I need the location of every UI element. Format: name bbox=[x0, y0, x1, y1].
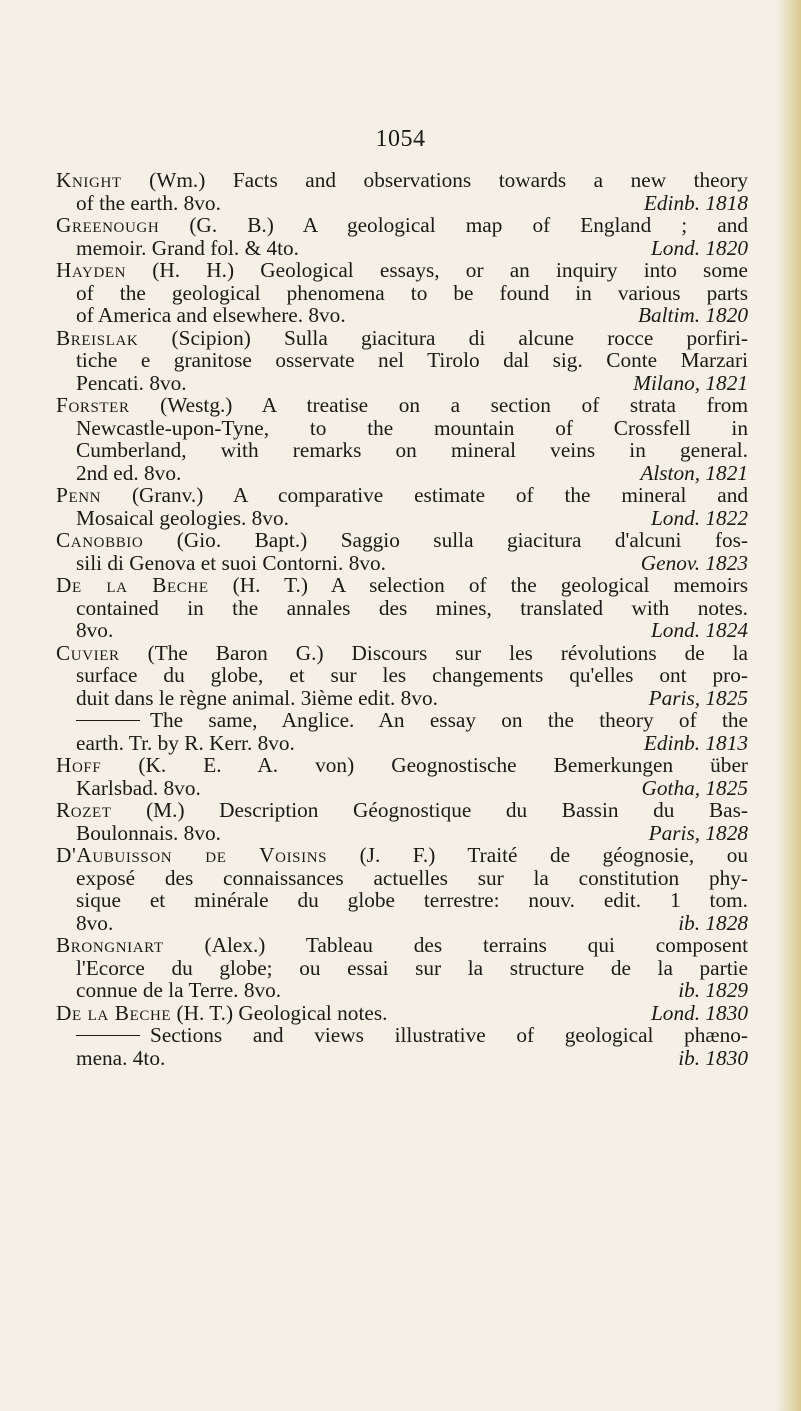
entry-line bbox=[56, 507, 748, 530]
entry-imprint: Lond. 1822 bbox=[650, 505, 748, 530]
entry-text bbox=[76, 619, 113, 642]
bibliography-entry bbox=[56, 934, 748, 1002]
entry-author: D'Aubuisson de Voisins bbox=[56, 843, 328, 867]
entry-line-text: mena. 4to. bbox=[76, 1045, 166, 1070]
entry-first-line bbox=[56, 169, 748, 192]
page-number: 1054 bbox=[375, 126, 426, 152]
entry-line-text: Boulonnais. 8vo. bbox=[76, 820, 221, 845]
entry-line bbox=[56, 1047, 748, 1070]
entry-line-text: Pencati. 8vo. bbox=[76, 370, 187, 395]
entry-line-text: 2nd ed. 8vo. bbox=[76, 460, 182, 485]
entry-line-text: (Wm.) Facts and observations towards a new theory bbox=[149, 168, 748, 192]
entry-first-line bbox=[56, 844, 748, 867]
entry-author: Breislak bbox=[56, 325, 139, 350]
entry-first-line bbox=[56, 1002, 748, 1025]
entry-author: Forster bbox=[56, 393, 130, 417]
bibliography-entry bbox=[56, 484, 748, 529]
bibliography-entry bbox=[56, 1002, 748, 1025]
entry-line-text: duit dans le règne animal. 3ième edit. 8vo. bbox=[76, 685, 438, 710]
entry-text bbox=[76, 822, 221, 845]
entry-imprint: Lond. 1824 bbox=[650, 618, 748, 642]
entry-line bbox=[56, 957, 748, 980]
entry-text bbox=[76, 462, 181, 485]
entry-author: De la Beche bbox=[56, 573, 209, 597]
entry-line bbox=[56, 372, 748, 395]
entry-line bbox=[56, 439, 748, 462]
entry-imprint: Baltim. 1820 bbox=[637, 303, 748, 327]
entry-line bbox=[56, 349, 748, 372]
bibliography-entry bbox=[56, 169, 748, 214]
entry-first-line bbox=[56, 529, 748, 552]
entry-line-text: memoir. Grand fol. & 4to. bbox=[76, 235, 299, 260]
entry-line-text: sique et minérale du globe terrestre: nouv. edit. 1 tom. bbox=[76, 888, 748, 912]
entry-first-line bbox=[56, 642, 748, 665]
entry-author: Brongniart bbox=[56, 933, 164, 957]
entry-line-text: (J. F.) Traité de géognosie, ou bbox=[359, 843, 748, 867]
entry-line bbox=[56, 687, 748, 710]
entry-text bbox=[76, 687, 438, 710]
entry-imprint: Milano, 1821 bbox=[633, 370, 748, 395]
entry-first-line bbox=[56, 709, 748, 732]
entry-first-line bbox=[56, 574, 748, 597]
bibliography-entry bbox=[56, 394, 748, 484]
entry-line bbox=[56, 664, 748, 687]
entry-imprint: Gotha, 1825 bbox=[641, 775, 748, 800]
entry-line-text: Newcastle-upon-Tyne, to the mountain of Crossfell in bbox=[76, 415, 748, 440]
entry-line-text: exposé des connaissances actuelles sur la constitution phy- bbox=[76, 865, 748, 890]
entry-imprint: Lond. 1820 bbox=[650, 235, 748, 260]
entry-text bbox=[76, 372, 187, 395]
entry-line-text: contained in the annales des mines, translated with notes. bbox=[76, 595, 748, 620]
entry-imprint: ib. 1828 bbox=[678, 910, 748, 935]
entry-first-line bbox=[56, 799, 748, 822]
entry-imprint: Edinb. 1818 bbox=[643, 190, 748, 215]
entry-line-text: tiche e granitose osservate nel Tirolo dal sig. Conte Marzari bbox=[76, 348, 748, 372]
bibliography-entry bbox=[56, 529, 748, 574]
entry-line bbox=[56, 282, 748, 305]
entry-line-text: 8vo. bbox=[76, 910, 114, 935]
bibliography-entry bbox=[56, 259, 748, 327]
entry-line-text: (H. T.) A selection of the geological memoirs bbox=[232, 573, 748, 597]
entry-line-text: (H. T.) Geological notes. bbox=[176, 1000, 388, 1025]
entry-line bbox=[56, 192, 748, 215]
entry-line-text: sili di Genova et suoi Contorni. 8vo. bbox=[76, 550, 386, 575]
entry-line-text: of the geological phenomena to be found in various parts bbox=[76, 280, 748, 305]
entry-text bbox=[76, 979, 281, 1002]
entry-imprint: ib. 1830 bbox=[678, 1045, 748, 1070]
entry-author: Knight bbox=[56, 168, 122, 192]
entry-line-text: (Westg.) A treatise on a section of strata from bbox=[160, 393, 749, 417]
entry-imprint: ib. 1829 bbox=[678, 978, 748, 1002]
entry-imprint: Genov. 1823 bbox=[640, 550, 748, 575]
bibliography-entry bbox=[56, 844, 748, 934]
entry-line bbox=[56, 979, 748, 1002]
entry-text bbox=[76, 777, 201, 800]
entry-line-text: of the earth. 8vo. bbox=[76, 190, 221, 215]
entry-line-text: (Alex.) Tableau des terrains qui composent bbox=[204, 933, 749, 957]
entry-text bbox=[76, 912, 113, 935]
bibliography-entry bbox=[56, 1024, 748, 1069]
entry-line-text: (H. H.) Geological essays, or an inquiry into some bbox=[152, 258, 748, 282]
entry-author: De la Beche bbox=[56, 1000, 172, 1025]
entry-line-text: (K. E. A. von) Geognostische Bemerkungen über bbox=[138, 753, 748, 777]
entry-line bbox=[56, 597, 748, 620]
bibliography-entry bbox=[56, 709, 748, 754]
entry-line-text: (The Baron G.) Discours sur les révolutions de la bbox=[147, 640, 748, 665]
entry-line-text: (Granv.) A comparative estimate of the mineral and bbox=[131, 483, 748, 507]
bibliography-entry bbox=[56, 574, 748, 642]
entry-first-line bbox=[56, 214, 748, 237]
entry-author: Cuvier bbox=[56, 640, 120, 665]
entry-first-line bbox=[56, 394, 748, 417]
entry-line bbox=[56, 552, 748, 575]
entry-author: Hoff bbox=[56, 753, 102, 777]
entry-first-line bbox=[56, 1024, 748, 1047]
entry-imprint: Lond. 1830 bbox=[650, 1000, 748, 1025]
entry-line-text: (Scipion) Sulla giacitura di alcune rocce porfiri- bbox=[171, 325, 748, 350]
entry-first-line bbox=[56, 327, 748, 350]
entry-line-text: Cumberland, with remarks on mineral veins in general. bbox=[76, 438, 748, 462]
entry-line bbox=[56, 889, 748, 912]
entry-first-line bbox=[56, 754, 748, 777]
entry-author: Greenough bbox=[56, 213, 160, 237]
entry-author: Canobbio bbox=[56, 528, 144, 552]
entry-line-text: The same, Anglice. An essay on the theory of the bbox=[150, 708, 748, 732]
entry-line bbox=[56, 462, 748, 485]
bibliography-entry bbox=[56, 799, 748, 844]
entry-line bbox=[56, 417, 748, 440]
bibliography-entry bbox=[56, 327, 748, 395]
entry-line bbox=[56, 822, 748, 845]
bibliography-list bbox=[56, 169, 748, 1069]
entry-text bbox=[76, 304, 346, 327]
entry-line-text: (M.) Description Géognostique du Bassin du Bas- bbox=[146, 798, 748, 822]
entry-author: Penn bbox=[56, 483, 102, 507]
entry-line bbox=[56, 732, 748, 755]
ditto-dash bbox=[76, 1035, 140, 1036]
entry-line-text: Karlsbad. 8vo. bbox=[76, 775, 201, 800]
entry-line-text: of America and elsewhere. 8vo. bbox=[76, 303, 346, 327]
entry-line bbox=[56, 912, 748, 935]
ditto-dash bbox=[76, 720, 140, 721]
entry-imprint: Paris, 1828 bbox=[648, 820, 748, 845]
entry-imprint: Alston, 1821 bbox=[640, 460, 748, 485]
entry-line bbox=[56, 237, 748, 260]
entry-line-text: 8vo. bbox=[76, 618, 114, 642]
entry-line-text: connue de la Terre. 8vo. bbox=[76, 978, 282, 1002]
bibliography-entry bbox=[56, 214, 748, 259]
entry-first-line bbox=[56, 934, 748, 957]
entry-text bbox=[76, 192, 221, 215]
entry-text bbox=[76, 507, 289, 530]
entry-first-line bbox=[56, 259, 748, 282]
entry-line bbox=[56, 304, 748, 327]
entry-line-text: Mosaical geologies. 8vo. bbox=[76, 505, 289, 530]
bibliography-entry bbox=[56, 642, 748, 710]
entry-line bbox=[56, 777, 748, 800]
entry-line-text: earth. Tr. by R. Kerr. 8vo. bbox=[76, 730, 295, 755]
entry-text bbox=[56, 1002, 387, 1025]
entry-first-line bbox=[56, 484, 748, 507]
entry-imprint: Edinb. 1813 bbox=[643, 730, 748, 755]
entry-line bbox=[56, 867, 748, 890]
entry-line-text: (G. B.) A geological map of England ; and bbox=[189, 213, 748, 237]
entry-line-text: surface du globe, et sur les changements qu'elles ont pro- bbox=[76, 663, 748, 687]
entry-author: Hayden bbox=[56, 258, 127, 282]
entry-text bbox=[76, 237, 299, 260]
entry-author: Rozet bbox=[56, 798, 112, 822]
entry-line-text: l'Ecorce du globe; ou essai sur la structure de la partie bbox=[76, 955, 748, 980]
entry-line-text: Sections and views illustrative of geological phæno- bbox=[150, 1023, 748, 1047]
entry-line-text: (Gio. Bapt.) Saggio sulla giacitura d'alcuni fos- bbox=[176, 528, 749, 552]
entry-imprint: Paris, 1825 bbox=[648, 685, 748, 710]
entry-line bbox=[56, 619, 748, 642]
entry-text bbox=[76, 552, 386, 575]
page-edge-shadow bbox=[775, 0, 801, 1411]
bibliography-entry bbox=[56, 754, 748, 799]
entry-text bbox=[76, 732, 295, 755]
entry-text bbox=[76, 1047, 165, 1070]
